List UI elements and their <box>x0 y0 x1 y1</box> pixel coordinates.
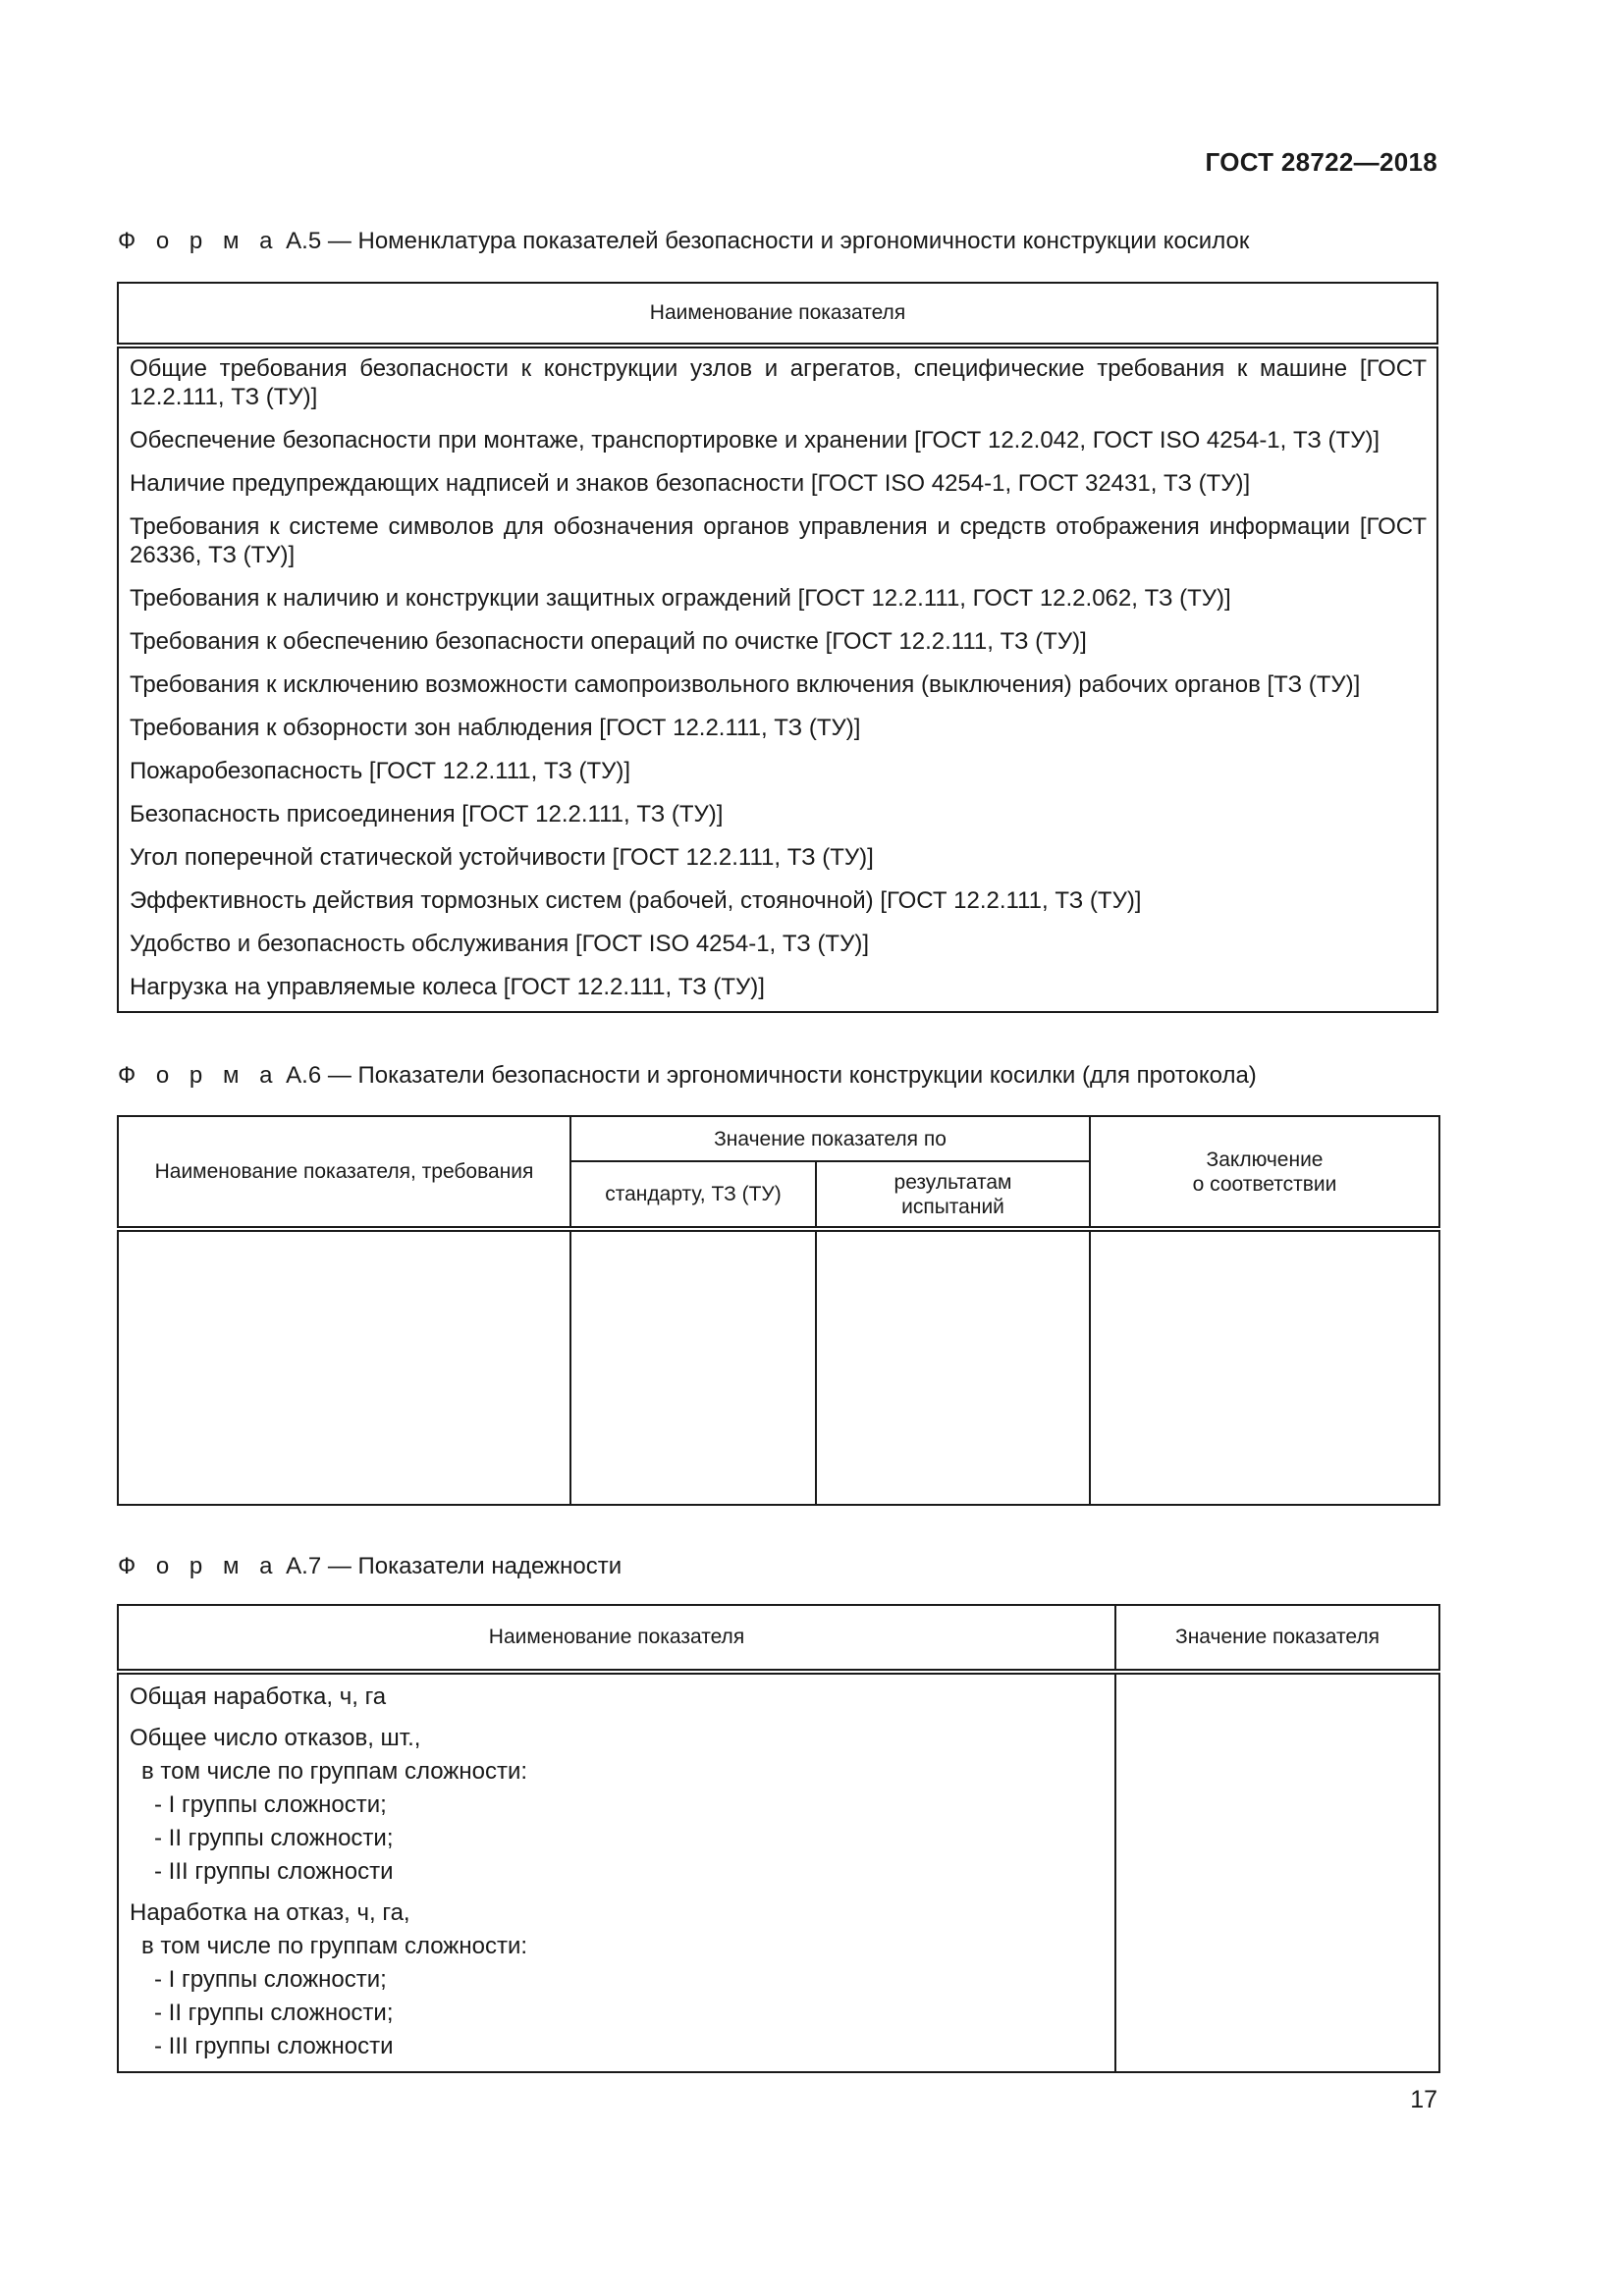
table-cell <box>816 1229 1090 1505</box>
table-row: Общие требования безопасности к конструкции узлов и агрегатов, специфические требования к машине [ГОСТ 12.2.111, ТЗ (ТУ)] <box>130 355 1427 410</box>
form-a6-col-results <box>816 1161 1090 1229</box>
table-row: Пожаробезопасность [ГОСТ 12.2.111, ТЗ (ТУ)] <box>130 758 631 784</box>
form-a6-caption <box>118 1062 1257 1090</box>
document-code: ГОСТ 28722—2018 <box>1205 147 1437 177</box>
table-row: Эффективность действия тормозных систем (рабочей, стояночной) [ГОСТ 12.2.111, ТЗ (ТУ)] <box>130 887 1142 914</box>
list-item: - III группы сложности <box>154 1858 394 1885</box>
table-row: Обеспечение безопасности при монтаже, транспортировке и хранении [ГОСТ 12.2.042, ГОСТ ISO 4254-1, ТЗ (ТУ)] <box>130 427 1380 454</box>
form-a6-caption-title: А.6 — Показатели безопасности и эргономичности конструкции косилки (для протокола) <box>279 1062 1257 1089</box>
form-a7-col-value: Значение показателя <box>1115 1605 1439 1672</box>
table-cell <box>118 1229 570 1505</box>
form-a7-caption <box>118 1553 622 1580</box>
form-a7-caption-title: А.7 — Показатели надежности <box>279 1553 623 1579</box>
form-a5-caption-prefix: Ф о р м а <box>118 228 280 254</box>
mtbf-group <box>130 1896 1105 2063</box>
table-row: Требования к наличию и конструкции защитных ограждений [ГОСТ 12.2.111, ГОСТ 12.2.062, ТЗ (ТУ)] <box>130 585 1231 612</box>
form-a7-rows <box>118 1672 1115 2072</box>
table-row: Требования к исключению возможности самопроизвольного включения (выключения) рабочих органов [ТЗ (ТУ)] <box>130 671 1361 698</box>
page-number: 17 <box>1410 2086 1437 2113</box>
mtbf-title: Наработка на отказ, ч, га, <box>130 1899 410 1926</box>
form-a7-caption-prefix: Ф о р м а <box>118 1553 280 1579</box>
mtbf-subtitle: в том числе по группам сложности: <box>141 1933 528 1959</box>
table-row: Удобство и безопасность обслуживания [ГОСТ ISO 4254-1, ТЗ (ТУ)] <box>130 931 869 957</box>
list-item: - I группы сложности; <box>154 1966 387 1993</box>
list-item: - II группы сложности; <box>154 2000 394 2026</box>
form-a6-col-value-group: Значение показателя по <box>570 1116 1090 1161</box>
form-a6-col-results-line1: результатам <box>893 1170 1012 1194</box>
form-a6-table <box>117 1115 1440 1506</box>
failures-title: Общее число отказов, шт., <box>130 1725 421 1751</box>
table-cell <box>570 1229 816 1505</box>
form-a5-rows <box>118 346 1437 1012</box>
table-row: Наличие предупреждающих надписей и знаков безопасности [ГОСТ ISO 4254-1, ГОСТ 32431, ТЗ (ТУ)] <box>130 470 1251 497</box>
table-row: Безопасность присоединения [ГОСТ 12.2.111, ТЗ (ТУ)] <box>130 801 724 828</box>
form-a6-caption-prefix: Ф о р м а <box>118 1062 280 1089</box>
table-row: Требования к системе символов для обозначения органов управления и средств отображения информации [ГОСТ 26336, ТЗ (ТУ)] <box>130 513 1427 568</box>
failures-group <box>130 1722 1105 1889</box>
table-row: Нагрузка на управляемые колеса [ГОСТ 12.2.111, ТЗ (ТУ)] <box>130 974 765 1000</box>
form-a6-col-standard: стандарту, ТЗ (ТУ) <box>570 1161 816 1229</box>
table-row: Требования к обеспечению безопасности операций по очистке [ГОСТ 12.2.111, ТЗ (ТУ)] <box>130 628 1087 655</box>
table-row: Требования к обзорности зон наблюдения [ГОСТ 12.2.111, ТЗ (ТУ)] <box>130 715 861 741</box>
form-a6-col-name: Наименование показателя, требования <box>118 1116 570 1229</box>
form-a7-table <box>117 1604 1440 2073</box>
form-a5-table <box>117 282 1438 1013</box>
form-a5-caption-title: А.5 — Номенклатура показателей безопасности и эргономичности конструкции косилок <box>279 228 1250 254</box>
failures-subtitle: в том числе по группам сложности: <box>141 1758 528 1785</box>
list-item: - II группы сложности; <box>154 1825 394 1851</box>
list-item: - I группы сложности; <box>154 1791 387 1818</box>
form-a7-value-cell <box>1115 1672 1439 2072</box>
table-cell <box>1090 1229 1439 1505</box>
form-a6-col-conclusion-line2: о соответствии <box>1192 1172 1337 1196</box>
form-a5-caption <box>118 228 1249 255</box>
form-a6-col-conclusion <box>1090 1116 1439 1229</box>
total-operating-time: Общая наработка, ч, га <box>130 1683 387 1710</box>
list-item: - III группы сложности <box>154 2033 394 2059</box>
form-a6-col-results-line2: испытаний <box>901 1195 1004 1218</box>
form-a7-col-name: Наименование показателя <box>118 1605 1115 1672</box>
form-a6-empty-row <box>118 1229 1439 1505</box>
form-a6-col-conclusion-line1: Заключение <box>1206 1148 1324 1171</box>
table-row: Угол поперечной статической устойчивости [ГОСТ 12.2.111, ТЗ (ТУ)] <box>130 844 874 871</box>
form-a5-column-header: Наименование показателя <box>118 283 1437 346</box>
